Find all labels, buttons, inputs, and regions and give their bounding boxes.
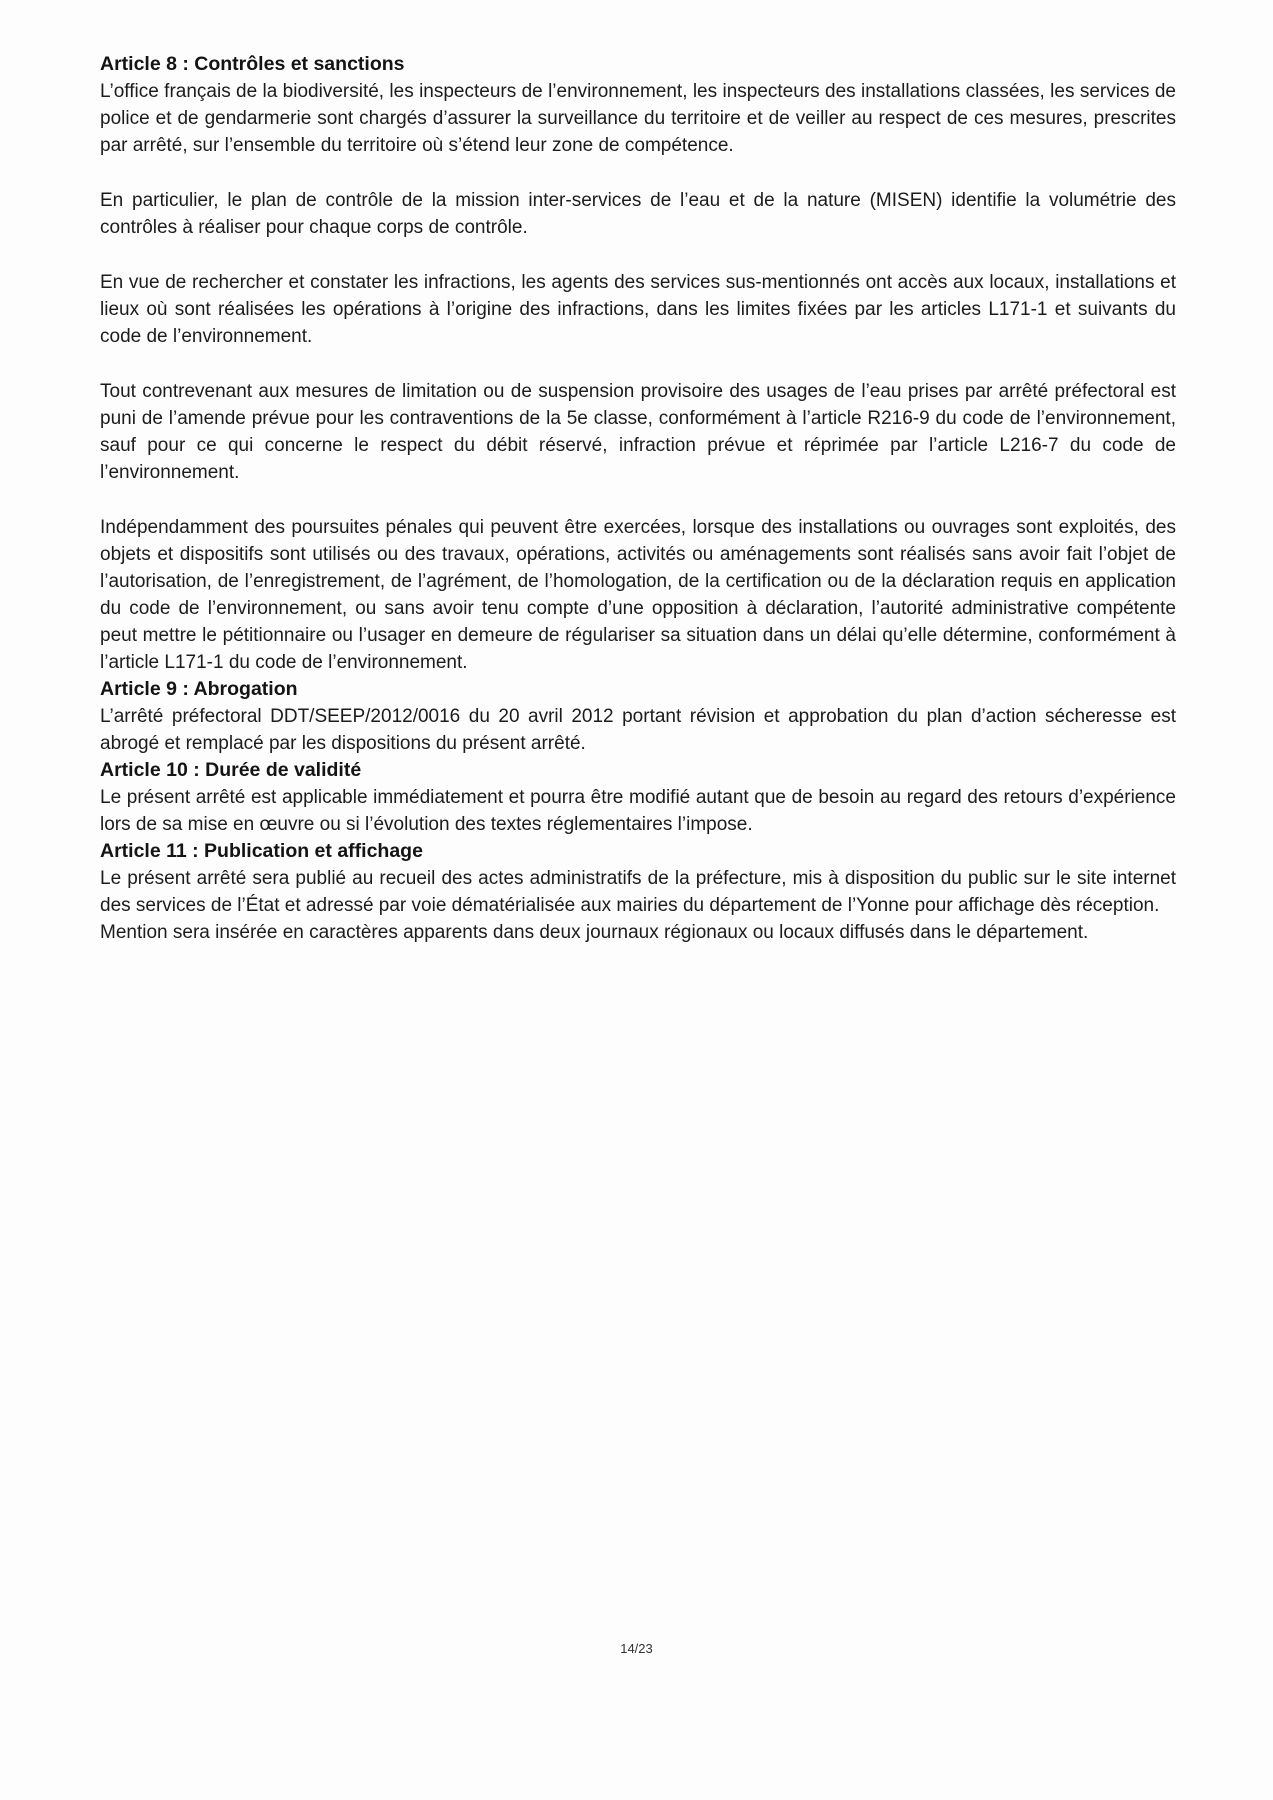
article-8-paragraph-3: En vue de rechercher et constater les infractions, les agents des services sus-mentionnés ont accès aux locaux, installations et lieux où sont réalisées les opérations à l’origine des infractions, dans les limites fixées par les articles L171-1 et suivants du code de l’environnement. <box>100 272 1176 347</box>
page-number: 14/23 <box>620 1641 653 1656</box>
article-10-paragraph-1: Le présent arrêté est applicable immédiatement et pourra être modifié autant que de besoin au regard des retours d’expérience lors de sa mise en œuvre ou si l’évolution des textes réglementaires l’impose. <box>100 787 1176 835</box>
article-8-paragraph-4: Tout contrevenant aux mesures de limitation ou de suspension provisoire des usages de l’eau prises par arrêté préfectoral est puni de l’amende prévue pour les contraventions de la 5e classe, conformément à l’article R216-9 du code de l’environnement, sauf pour ce qui concerne le respect du débit réservé, infraction prévue et réprimée par l’article L216-7 du code de l’environnement. <box>100 381 1176 483</box>
article-9-title: Article 9 : Abrogation <box>100 678 298 700</box>
article-10-title: Article 10 : Durée de validité <box>100 759 362 781</box>
article-9-paragraph-1: L’arrêté préfectoral DDT/SEEP/2012/0016 du 20 avril 2012 portant révision et approbation du plan d’action sécheresse est abrogé et remplacé par les dispositions du présent arrêté. <box>100 706 1176 754</box>
article-8-title: Article 8 : Contrôles et sanctions <box>100 53 405 75</box>
article-11-title: Article 11 : Publication et affichage <box>100 840 423 862</box>
article-8-paragraph-2: En particulier, le plan de contrôle de la mission inter-services de l’eau et de la nature (MISEN) identifie la volumétrie des contrôles à réaliser pour chaque corps de contrôle. <box>100 190 1176 238</box>
article-8-paragraph-5: Indépendamment des poursuites pénales qui peuvent être exercées, lorsque des installations ou ouvrages sont exploités, des objets et dispositifs sont utilisés ou des travaux, opérations, activités ou aménagements sont réalisés sans avoir fait l’objet de l’autorisation, de l’enregistrement, de l’agrément, de l’homologation, de la certification ou de la déclaration requis en application du code de l’environnement, ou sans avoir tenu compte d’une opposition à déclaration, l’autorité administrative compétente peut mettre le pétitionnaire ou l’usager en demeure de régulariser sa situation dans un délai qu’elle détermine, conformément à l’article L171-1 du code de l’environnement. <box>100 517 1176 673</box>
article-11-paragraph-1: Le présent arrêté sera publié au recueil des actes administratifs de la préfecture, mis à disposition du public sur le site internet des services de l’État et adressé par voie dématérialisée aux mairies du département de l’Yonne pour affichage dès réception. <box>100 868 1176 916</box>
article-11-paragraph-2: Mention sera insérée en caractères apparents dans deux journaux régionaux ou locaux diffusés dans le département. <box>100 922 1089 943</box>
article-8-paragraph-1: L’office français de la biodiversité, les inspecteurs de l’environnement, les inspecteurs des installations classées, les services de police et de gendarmerie sont chargés d’assurer la surveillance du territoire et de veiller au respect de ces mesures, prescrites par arrêté, sur l’ensemble du territoire où s’étend leur zone de compétence. <box>100 81 1176 156</box>
article-8 <box>100 51 1176 676</box>
article-10 <box>100 757 1176 838</box>
page-body <box>100 51 1176 946</box>
article-11 <box>100 838 1176 946</box>
article-9 <box>100 676 1176 757</box>
